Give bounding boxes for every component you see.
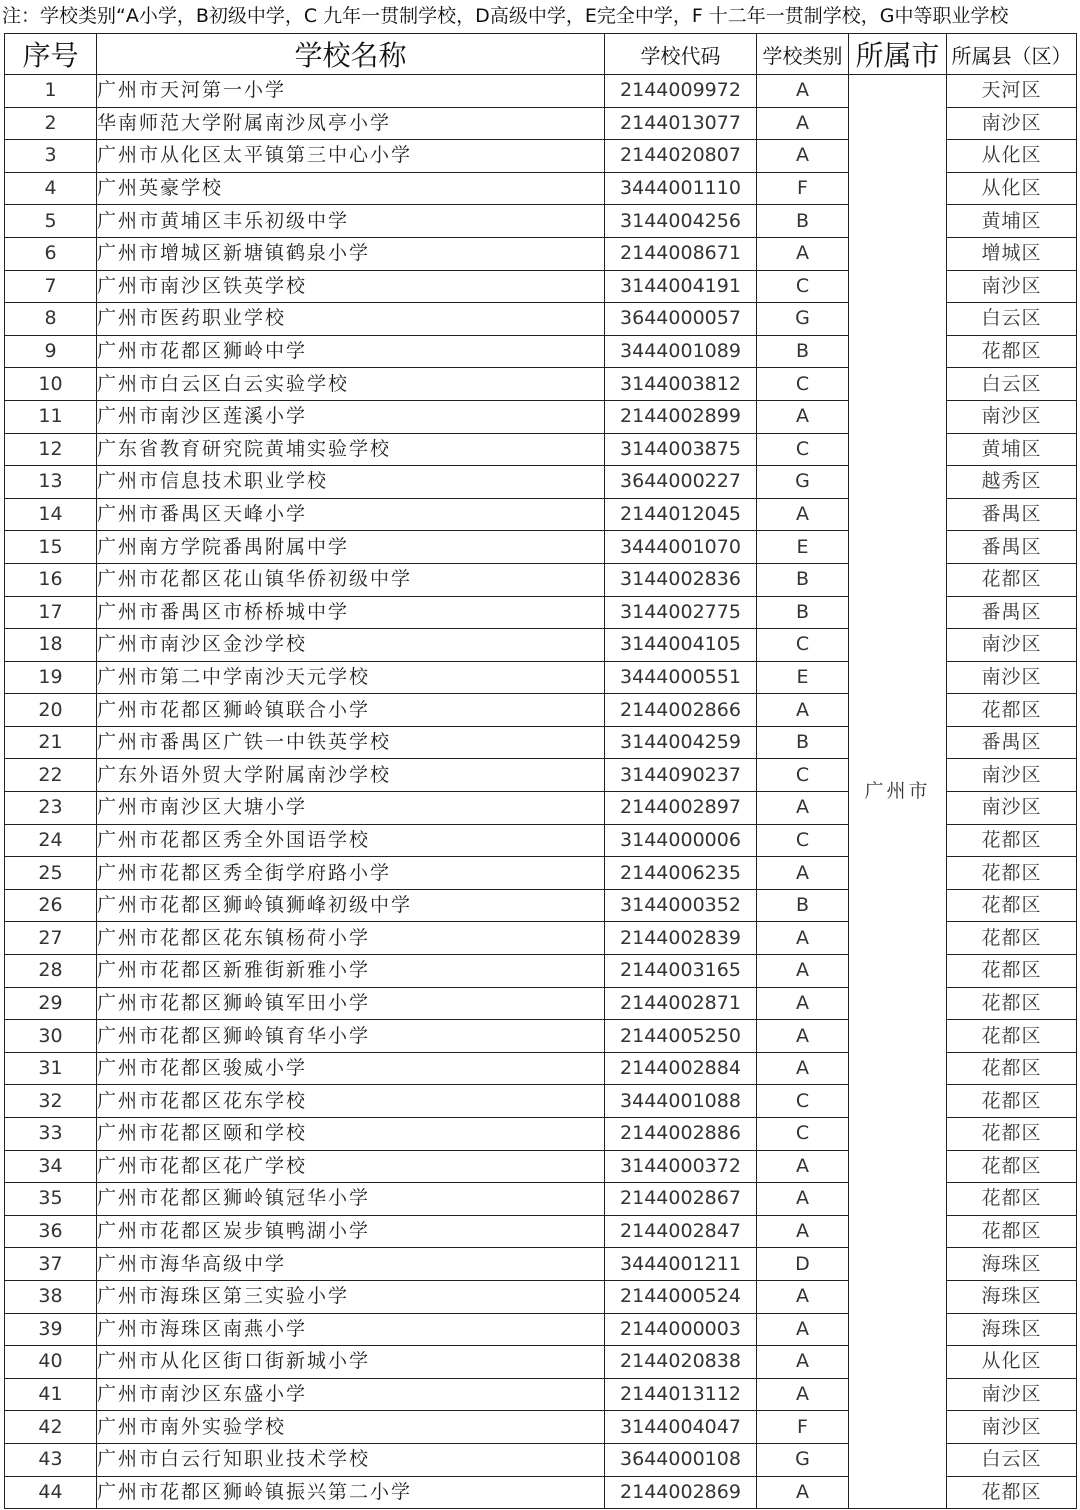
school-type: C (757, 270, 849, 303)
school-code: 3444000551 (605, 661, 757, 694)
county-name: 海珠区 (947, 1313, 1077, 1346)
row-index: 39 (5, 1313, 97, 1346)
school-code: 3144003812 (605, 368, 757, 401)
school-code: 3644000227 (605, 466, 757, 499)
county-name: 花都区 (947, 1020, 1077, 1053)
school-code: 3644000108 (605, 1443, 757, 1476)
school-name: 广州市南沙区东盛小学 (97, 1378, 605, 1411)
school-name: 广东外语外贸大学附属南沙学校 (97, 759, 605, 792)
county-name: 南沙区 (947, 1378, 1077, 1411)
school-name: 广州市从化区太平镇第三中心小学 (97, 140, 605, 173)
header-name: 学校名称 (97, 34, 605, 75)
county-name: 从化区 (947, 1346, 1077, 1379)
school-type: F (757, 1411, 849, 1444)
school-code: 2144000524 (605, 1280, 757, 1313)
row-index: 28 (5, 955, 97, 988)
school-type: B (757, 889, 849, 922)
school-code: 2144008671 (605, 237, 757, 270)
school-type: F (757, 172, 849, 205)
school-name: 广州市花都区炭步镇鸭湖小学 (97, 1215, 605, 1248)
school-code: 3444001070 (605, 531, 757, 564)
school-name: 广州英豪学校 (97, 172, 605, 205)
school-code: 2144009972 (605, 75, 757, 108)
school-code: 3144000372 (605, 1150, 757, 1183)
row-index: 2 (5, 107, 97, 140)
row-index: 36 (5, 1215, 97, 1248)
county-name: 南沙区 (947, 107, 1077, 140)
school-code: 3144002775 (605, 596, 757, 629)
school-name: 广州市增城区新塘镇鹤泉小学 (97, 237, 605, 270)
county-name: 花都区 (947, 922, 1077, 955)
county-name: 白云区 (947, 303, 1077, 336)
school-code: 3444001088 (605, 1085, 757, 1118)
school-code: 2144013112 (605, 1378, 757, 1411)
school-type: A (757, 237, 849, 270)
school-name: 广州市花都区狮岭镇育华小学 (97, 1020, 605, 1053)
school-code: 2144012045 (605, 498, 757, 531)
table-body (5, 75, 1077, 1509)
row-index: 15 (5, 531, 97, 564)
school-type: A (757, 1313, 849, 1346)
county-name: 白云区 (947, 368, 1077, 401)
school-code: 2144003165 (605, 955, 757, 988)
school-name: 广州市海珠区南燕小学 (97, 1313, 605, 1346)
school-name: 广州市花都区新雅街新雅小学 (97, 955, 605, 988)
school-code: 3144004259 (605, 726, 757, 759)
school-code: 3144000352 (605, 889, 757, 922)
school-code: 3644000057 (605, 303, 757, 336)
school-name: 广州市花都区骏威小学 (97, 1052, 605, 1085)
school-name: 广州市花都区狮岭镇军田小学 (97, 987, 605, 1020)
school-name: 广州市花都区狮岭镇冠华小学 (97, 1183, 605, 1216)
school-name: 广州市花都区花广学校 (97, 1150, 605, 1183)
school-type: A (757, 857, 849, 890)
county-name: 番禺区 (947, 531, 1077, 564)
row-index: 3 (5, 140, 97, 173)
header-city: 所属市 (849, 34, 947, 75)
school-type: A (757, 922, 849, 955)
row-index: 18 (5, 629, 97, 662)
county-name: 花都区 (947, 824, 1077, 857)
row-index: 23 (5, 792, 97, 825)
school-name: 广州市番禺区市桥桥城中学 (97, 596, 605, 629)
school-type: C (757, 368, 849, 401)
county-name: 花都区 (947, 1150, 1077, 1183)
school-type: A (757, 1150, 849, 1183)
county-name: 花都区 (947, 987, 1077, 1020)
row-index: 10 (5, 368, 97, 401)
school-type: A (757, 1346, 849, 1379)
row-index: 21 (5, 726, 97, 759)
row-index: 24 (5, 824, 97, 857)
row-index: 1 (5, 75, 97, 108)
county-name: 海珠区 (947, 1248, 1077, 1281)
school-code: 2144002897 (605, 792, 757, 825)
county-name: 花都区 (947, 1476, 1077, 1509)
row-index: 41 (5, 1378, 97, 1411)
county-name: 从化区 (947, 172, 1077, 205)
county-name: 番禺区 (947, 726, 1077, 759)
table-row (5, 75, 1077, 108)
school-name: 广州市从化区街口街新城小学 (97, 1346, 605, 1379)
header-index: 序号 (5, 34, 97, 75)
school-code: 2144002869 (605, 1476, 757, 1509)
school-name: 广州市南沙区金沙学校 (97, 629, 605, 662)
county-name: 海珠区 (947, 1280, 1077, 1313)
school-type: C (757, 759, 849, 792)
school-code: 2144005250 (605, 1020, 757, 1053)
county-name: 南沙区 (947, 629, 1077, 662)
row-index: 14 (5, 498, 97, 531)
row-index: 30 (5, 1020, 97, 1053)
school-code: 3144000006 (605, 824, 757, 857)
table-header (5, 34, 1077, 75)
row-index: 11 (5, 400, 97, 433)
school-type: A (757, 955, 849, 988)
row-index: 27 (5, 922, 97, 955)
row-index: 35 (5, 1183, 97, 1216)
row-index: 16 (5, 563, 97, 596)
row-index: 29 (5, 987, 97, 1020)
school-name: 广州市花都区颐和学校 (97, 1118, 605, 1151)
row-index: 7 (5, 270, 97, 303)
county-name: 南沙区 (947, 759, 1077, 792)
school-name: 广州市花都区狮岭镇联合小学 (97, 694, 605, 727)
county-name: 花都区 (947, 1215, 1077, 1248)
school-type: B (757, 596, 849, 629)
category-note: 注：学校类别“A小学，B初级中学，C 九年一贯制学校，D高级中学，E完全中学，F 十二年一贯制学校，G中等职业学校 (2, 5, 1009, 27)
header-county: 所属县（区） (947, 34, 1077, 75)
school-name: 广州市第二中学南沙天元学校 (97, 661, 605, 694)
school-type: C (757, 629, 849, 662)
county-name: 花都区 (947, 1052, 1077, 1085)
school-name: 广州市花都区狮岭镇狮峰初级中学 (97, 889, 605, 922)
row-index: 20 (5, 694, 97, 727)
county-name: 南沙区 (947, 1411, 1077, 1444)
school-name: 广州市黄埔区丰乐初级中学 (97, 205, 605, 238)
school-code: 3144004256 (605, 205, 757, 238)
city-cell: 广州市 (849, 75, 947, 1509)
school-type: A (757, 792, 849, 825)
school-code: 2144002847 (605, 1215, 757, 1248)
school-type: G (757, 466, 849, 499)
school-name: 广东省教育研究院黄埔实验学校 (97, 433, 605, 466)
school-type: B (757, 335, 849, 368)
school-name: 广州市海华高级中学 (97, 1248, 605, 1281)
county-name: 花都区 (947, 1085, 1077, 1118)
school-code: 3144090237 (605, 759, 757, 792)
school-type: E (757, 531, 849, 564)
school-type: C (757, 824, 849, 857)
school-name: 广州市花都区秀全外国语学校 (97, 824, 605, 857)
county-name: 花都区 (947, 1118, 1077, 1151)
school-type: A (757, 1183, 849, 1216)
row-index: 42 (5, 1411, 97, 1444)
school-name: 广州南方学院番禺附属中学 (97, 531, 605, 564)
school-type: A (757, 1476, 849, 1509)
county-name: 南沙区 (947, 792, 1077, 825)
county-name: 从化区 (947, 140, 1077, 173)
header-type: 学校类别 (757, 34, 849, 75)
school-type: A (757, 694, 849, 727)
school-code: 2144020807 (605, 140, 757, 173)
school-code: 3144004047 (605, 1411, 757, 1444)
school-code: 3144004105 (605, 629, 757, 662)
row-index: 26 (5, 889, 97, 922)
school-code: 3444001089 (605, 335, 757, 368)
row-index: 37 (5, 1248, 97, 1281)
county-name: 花都区 (947, 1183, 1077, 1216)
school-code: 2144002839 (605, 922, 757, 955)
county-name: 增城区 (947, 237, 1077, 270)
school-type: G (757, 303, 849, 336)
school-name: 广州市白云行知职业技术学校 (97, 1443, 605, 1476)
school-code: 3144002836 (605, 563, 757, 596)
school-name: 广州市信息技术职业学校 (97, 466, 605, 499)
row-index: 40 (5, 1346, 97, 1379)
school-code: 2144002899 (605, 400, 757, 433)
school-type: A (757, 987, 849, 1020)
row-index: 12 (5, 433, 97, 466)
school-name: 广州市南沙区铁英学校 (97, 270, 605, 303)
school-name: 广州市花都区花东镇杨荷小学 (97, 922, 605, 955)
row-index: 13 (5, 466, 97, 499)
row-index: 22 (5, 759, 97, 792)
county-name: 花都区 (947, 694, 1077, 727)
school-code: 3444001110 (605, 172, 757, 205)
school-type: A (757, 107, 849, 140)
school-name: 广州市南沙区莲溪小学 (97, 400, 605, 433)
school-type: G (757, 1443, 849, 1476)
school-name: 广州市花都区狮岭镇振兴第二小学 (97, 1476, 605, 1509)
county-name: 番禺区 (947, 498, 1077, 531)
row-index: 17 (5, 596, 97, 629)
row-index: 44 (5, 1476, 97, 1509)
school-type: A (757, 1215, 849, 1248)
school-code: 2144006235 (605, 857, 757, 890)
row-index: 33 (5, 1118, 97, 1151)
school-type: C (757, 1085, 849, 1118)
row-index: 34 (5, 1150, 97, 1183)
school-code: 3444001211 (605, 1248, 757, 1281)
school-type: C (757, 1118, 849, 1151)
school-name: 广州市番禺区广铁一中铁英学校 (97, 726, 605, 759)
school-type: E (757, 661, 849, 694)
school-code: 2144020838 (605, 1346, 757, 1379)
county-name: 南沙区 (947, 270, 1077, 303)
school-name: 广州市海珠区第三实验小学 (97, 1280, 605, 1313)
school-code: 3144004191 (605, 270, 757, 303)
row-index: 6 (5, 237, 97, 270)
school-code: 2144000003 (605, 1313, 757, 1346)
school-type: A (757, 498, 849, 531)
school-name: 广州市花都区花山镇华侨初级中学 (97, 563, 605, 596)
school-type: D (757, 1248, 849, 1281)
row-index: 5 (5, 205, 97, 238)
school-code: 2144002886 (605, 1118, 757, 1151)
county-name: 越秀区 (947, 466, 1077, 499)
school-table (4, 33, 1077, 1509)
row-index: 19 (5, 661, 97, 694)
school-code: 2144002866 (605, 694, 757, 727)
row-index: 32 (5, 1085, 97, 1118)
row-index: 8 (5, 303, 97, 336)
school-code: 2144002867 (605, 1183, 757, 1216)
school-name: 华南师范大学附属南沙凤亭小学 (97, 107, 605, 140)
school-code: 2144002884 (605, 1052, 757, 1085)
county-name: 花都区 (947, 335, 1077, 368)
county-name: 南沙区 (947, 400, 1077, 433)
school-type: A (757, 1020, 849, 1053)
county-name: 花都区 (947, 955, 1077, 988)
school-type: B (757, 205, 849, 238)
school-name: 广州市天河第一小学 (97, 75, 605, 108)
school-type: B (757, 726, 849, 759)
county-name: 花都区 (947, 563, 1077, 596)
header-code: 学校代码 (605, 34, 757, 75)
school-code: 2144002871 (605, 987, 757, 1020)
row-index: 9 (5, 335, 97, 368)
row-index: 25 (5, 857, 97, 890)
school-name: 广州市南沙区大塘小学 (97, 792, 605, 825)
county-name: 白云区 (947, 1443, 1077, 1476)
county-name: 番禺区 (947, 596, 1077, 629)
county-name: 花都区 (947, 889, 1077, 922)
school-type: B (757, 563, 849, 596)
school-name: 广州市花都区秀全街学府路小学 (97, 857, 605, 890)
school-name: 广州市花都区花东学校 (97, 1085, 605, 1118)
school-type: A (757, 1378, 849, 1411)
school-type: A (757, 75, 849, 108)
county-name: 黄埔区 (947, 205, 1077, 238)
school-name: 广州市医药职业学校 (97, 303, 605, 336)
school-type: A (757, 140, 849, 173)
school-code: 2144013077 (605, 107, 757, 140)
row-index: 38 (5, 1280, 97, 1313)
school-type: A (757, 400, 849, 433)
school-type: C (757, 433, 849, 466)
school-type: A (757, 1052, 849, 1085)
row-index: 4 (5, 172, 97, 205)
county-name: 南沙区 (947, 661, 1077, 694)
school-code: 3144003875 (605, 433, 757, 466)
row-index: 43 (5, 1443, 97, 1476)
school-name: 广州市白云区白云实验学校 (97, 368, 605, 401)
school-name: 广州市花都区狮岭中学 (97, 335, 605, 368)
county-name: 花都区 (947, 857, 1077, 890)
school-name: 广州市番禺区天峰小学 (97, 498, 605, 531)
row-index: 31 (5, 1052, 97, 1085)
county-name: 天河区 (947, 75, 1077, 108)
county-name: 黄埔区 (947, 433, 1077, 466)
school-name: 广州市南外实验学校 (97, 1411, 605, 1444)
school-type: A (757, 1280, 849, 1313)
